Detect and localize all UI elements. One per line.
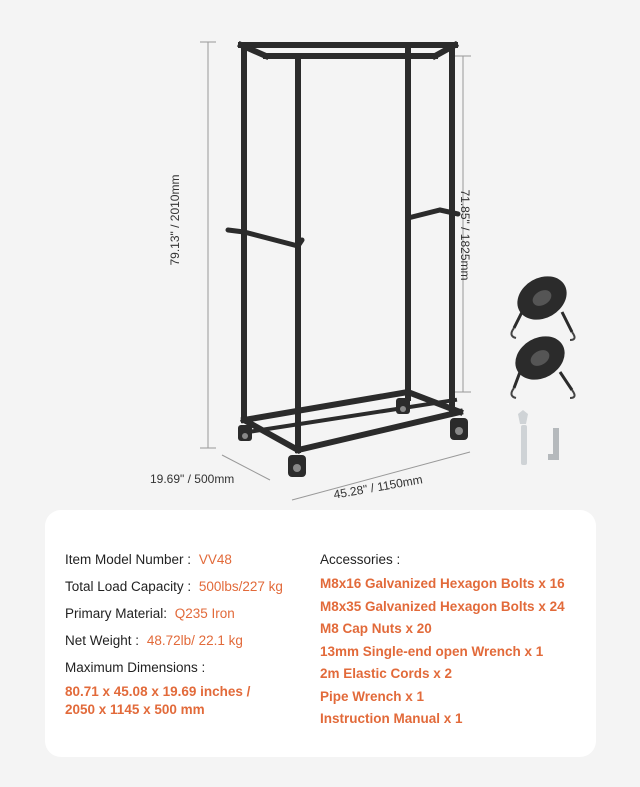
- width-label: 45.28" / 1150mm: [332, 472, 424, 502]
- weight-row: [65, 627, 315, 654]
- max-dim-line-1: 80.71 x 45.08 x 19.69 inches /: [65, 684, 251, 699]
- elastic-cord-1: [509, 268, 574, 340]
- accessory-item: M8 Cap Nuts x 20: [320, 621, 432, 636]
- rack-frame: [241, 45, 460, 450]
- accessories-column: [320, 546, 590, 731]
- material-value: Q235 Iron: [174, 606, 235, 621]
- max-dim-row: [65, 654, 315, 681]
- max-dim-line-2: 2050 x 1145 x 500 mm: [65, 702, 205, 717]
- capacity-value: 500lbs/227 kg: [198, 579, 283, 594]
- spec-card: [45, 510, 596, 757]
- pipe-wrench: [548, 428, 559, 460]
- accessory-item: M8x35 Galvanized Hexagon Bolts x 24: [320, 598, 565, 614]
- material-label: Primary Material:: [65, 606, 168, 621]
- accessory-item: Instruction Manual x 1: [320, 711, 463, 726]
- weight-label: Net Weight :: [65, 633, 140, 648]
- elastic-cord-2: [507, 328, 574, 398]
- spec-column: [65, 546, 315, 719]
- accessory-item: 2m Elastic Cords x 2: [320, 666, 453, 681]
- open-wrench: [518, 410, 528, 465]
- model-value: VV48: [198, 552, 232, 567]
- max-dim-values: [65, 683, 315, 719]
- capacity-row: [65, 573, 315, 600]
- model-row: [65, 546, 315, 573]
- max-dim-label: Maximum Dimensions :: [65, 660, 206, 675]
- height-inner-label: 71.85" / 1825mm: [458, 189, 472, 281]
- material-row: [65, 600, 315, 627]
- accessory-item: Pipe Wrench x 1: [320, 688, 425, 704]
- weight-value: 48.72lb/ 22.1 kg: [146, 633, 243, 648]
- capacity-label: Total Load Capacity :: [65, 579, 192, 594]
- depth-label: 19.69" / 500mm: [150, 472, 235, 486]
- side-handles: [228, 210, 458, 246]
- accessory-item: 13mm Single-end open Wrench x 1: [320, 643, 544, 659]
- height-total-label: 79.13" / 2010mm: [168, 174, 182, 266]
- accessories-title: Accessories :: [320, 552, 401, 567]
- accessory-item: M8x16 Galvanized Hexagon Bolts x 16: [320, 576, 565, 591]
- model-label: Item Model Number :: [65, 552, 192, 567]
